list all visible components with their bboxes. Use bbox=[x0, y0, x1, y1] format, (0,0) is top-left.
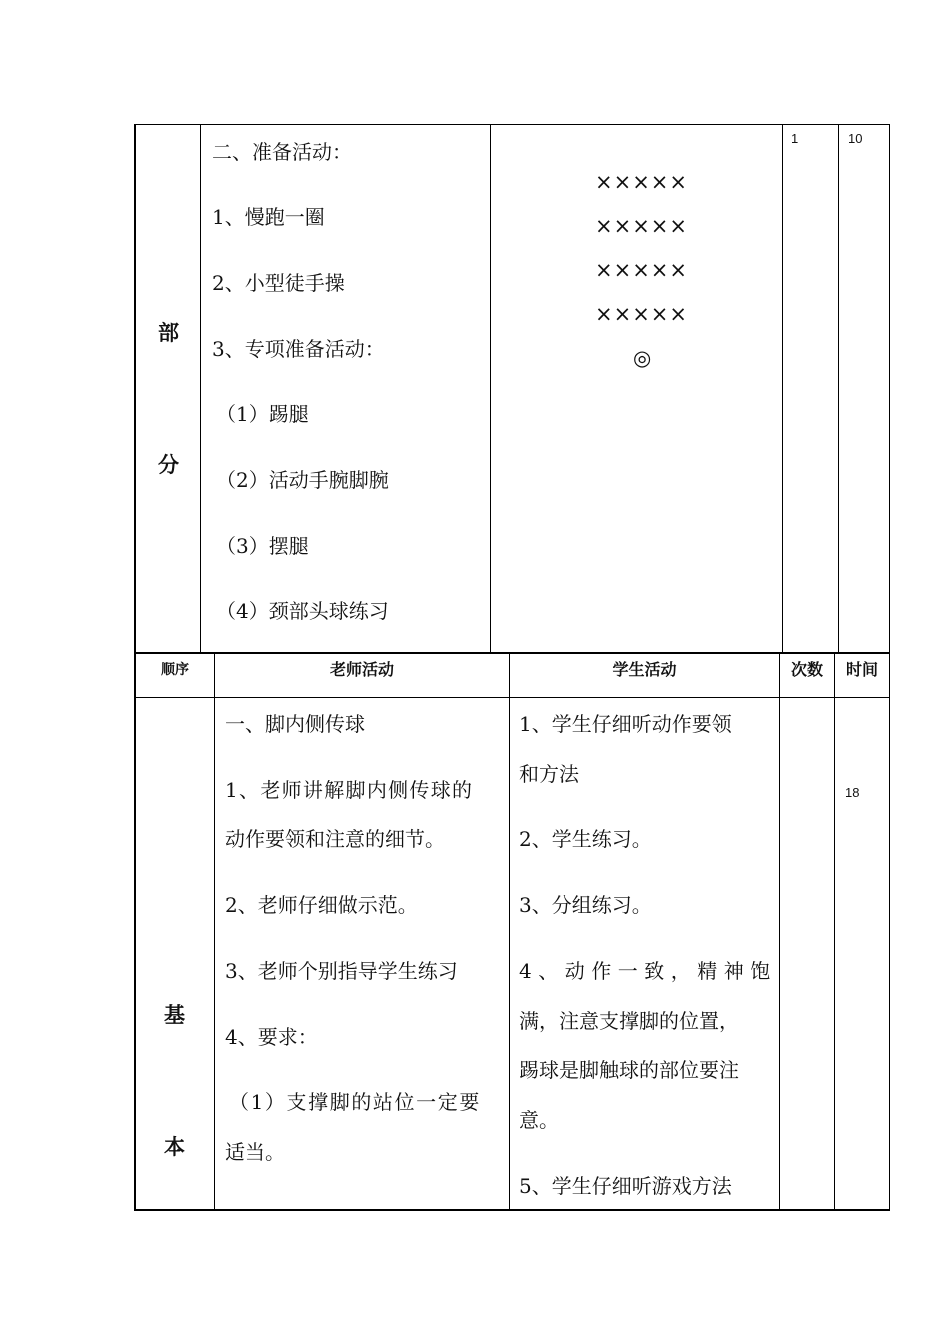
teacher-line: 2、老师仔细做示范。 bbox=[225, 893, 418, 917]
warmup-item: 1、慢跑一圈 bbox=[212, 205, 325, 229]
warmup-item: 二、准备活动： bbox=[212, 140, 352, 164]
student-line: 和方法 bbox=[519, 762, 579, 786]
main-time-value: 18 bbox=[845, 785, 860, 800]
section-label-basic-1: 基 bbox=[164, 1003, 185, 1027]
student-line: 踢球是脚触球的部位要注 bbox=[519, 1058, 739, 1082]
header-count: 次数 bbox=[790, 660, 823, 679]
header-student-activity: 学生活动 bbox=[612, 660, 677, 679]
header-teacher-activity: 老师活动 bbox=[329, 660, 394, 679]
teacher-position-marker: ◎ bbox=[633, 346, 653, 370]
warmup-item: 2、小型徒手操 bbox=[212, 271, 345, 295]
header-time: 时间 bbox=[845, 660, 878, 679]
student-line: 1、学生仔细听动作要领 bbox=[519, 712, 732, 736]
student-line: 2、学生练习。 bbox=[519, 827, 652, 851]
warmup-item: （4）颈部头球练习 bbox=[216, 599, 389, 623]
time-value: 10 bbox=[848, 131, 863, 146]
student-line: 4、动作一致，精神饱 bbox=[519, 959, 777, 983]
formation-row: ××××× bbox=[595, 214, 688, 238]
formation-row: ××××× bbox=[595, 258, 688, 282]
warmup-item: （1）踢腿 bbox=[216, 402, 309, 426]
section-label-basic-2: 本 bbox=[164, 1135, 185, 1159]
section-label-part-1: 部 bbox=[158, 321, 179, 345]
formation-row: ××××× bbox=[595, 302, 688, 326]
student-line: 意。 bbox=[519, 1108, 559, 1132]
teacher-line: 动作要领和注意的细节。 bbox=[225, 827, 445, 851]
warmup-item: 3、专项准备活动： bbox=[212, 337, 385, 361]
student-line: 3、分组练习。 bbox=[519, 893, 652, 917]
formation-row: ××××× bbox=[595, 170, 688, 194]
teacher-line: 3、老师个别指导学生练习 bbox=[225, 959, 458, 983]
teacher-line: （1）支撑脚的站位一定要 bbox=[229, 1090, 481, 1114]
student-line: 满，注意支撑脚的位置， bbox=[519, 1009, 739, 1033]
warmup-item: （2）活动手腕脚腕 bbox=[216, 468, 389, 492]
teacher-line: 一、脚内侧传球 bbox=[225, 712, 365, 736]
student-line: 5、学生仔细听游戏方法 bbox=[519, 1174, 732, 1198]
teacher-line: 4、要求： bbox=[225, 1025, 318, 1049]
warmup-item: （3）摆腿 bbox=[216, 534, 309, 558]
teacher-line: 适当。 bbox=[225, 1140, 285, 1164]
count-value: 1 bbox=[791, 131, 799, 146]
header-order: 顺序 bbox=[161, 662, 189, 678]
section-label-part-2: 分 bbox=[158, 453, 179, 477]
teacher-line: 1、老师讲解脚内侧传球的 bbox=[225, 778, 474, 802]
